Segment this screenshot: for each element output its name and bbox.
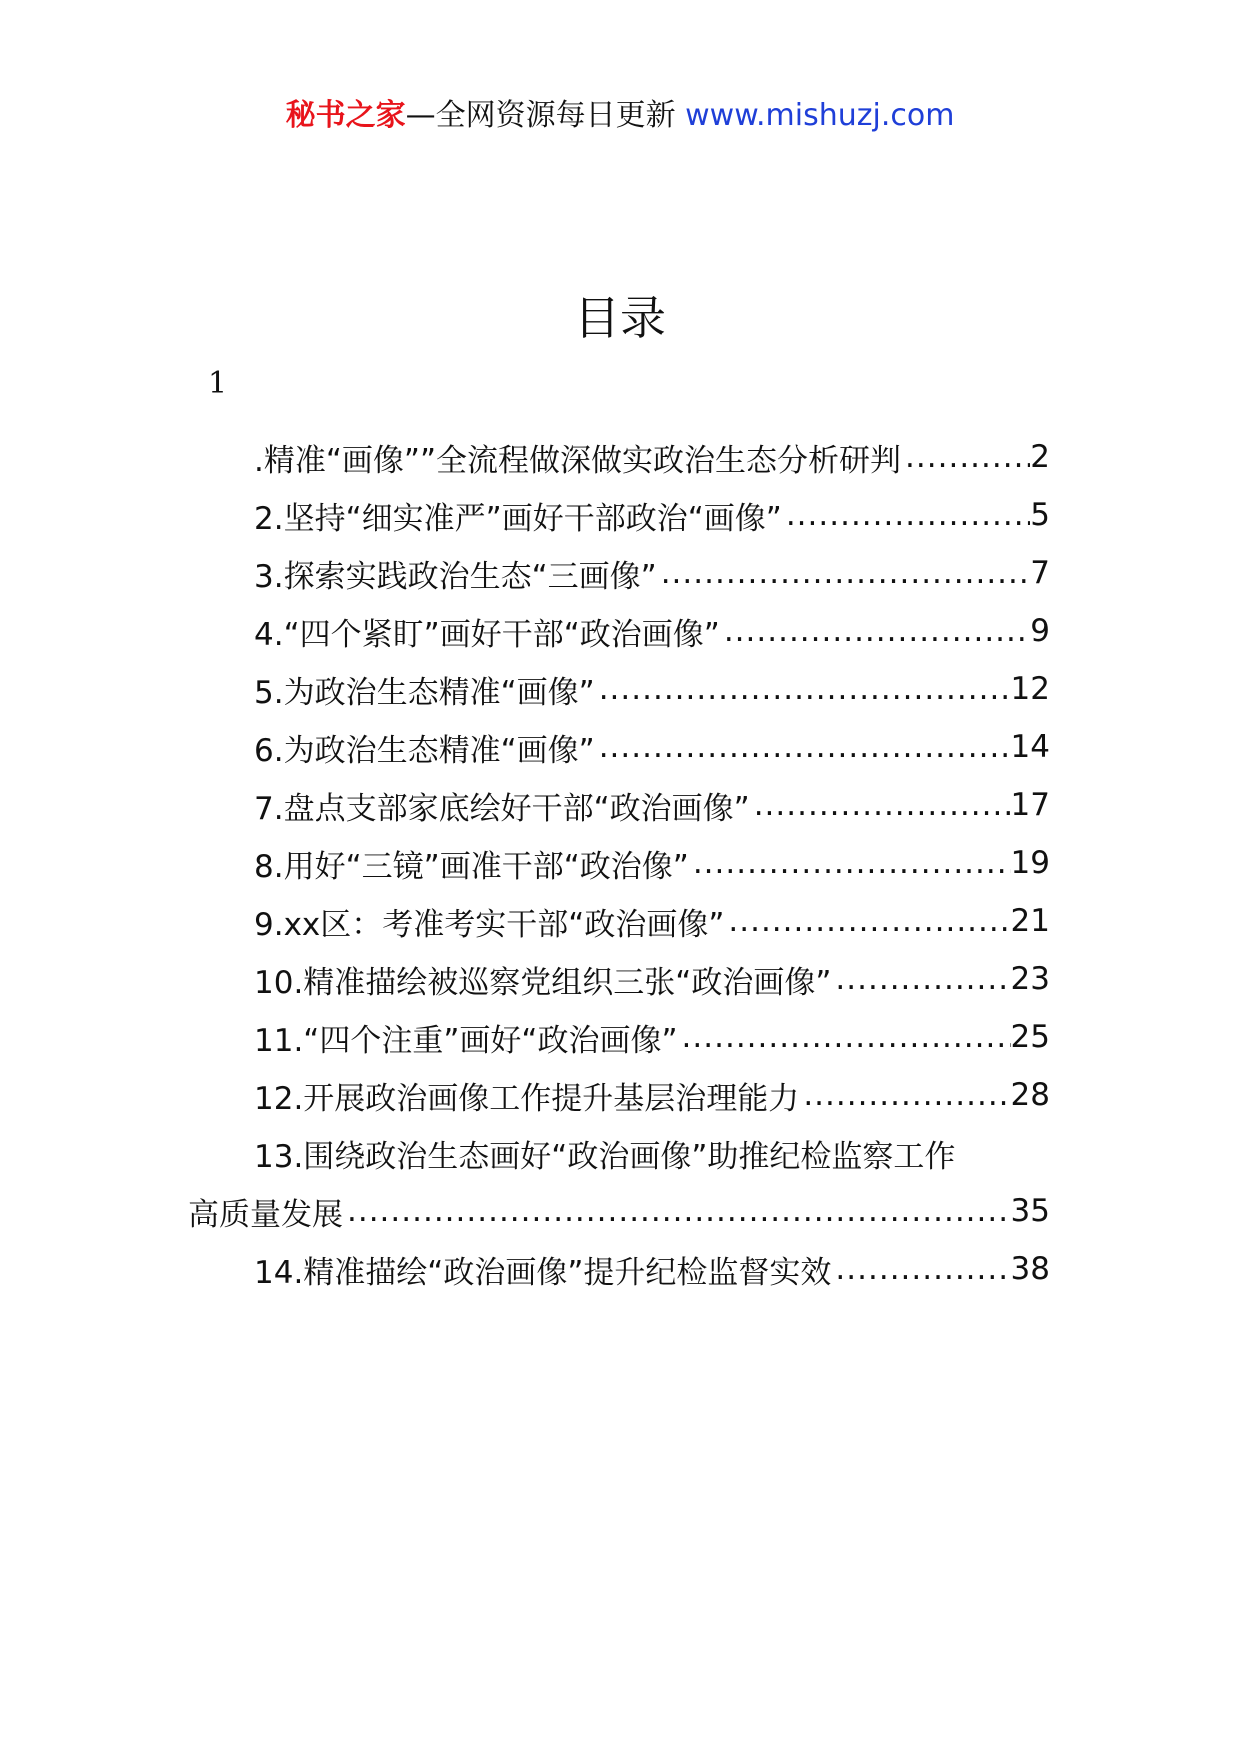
page-header <box>0 96 1240 136</box>
header-slogan: —全网资源每日更新 <box>405 98 676 133</box>
toc-leader <box>831 1251 1010 1287</box>
toc-entry-4[interactable] <box>188 599 1050 663</box>
toc-entry-text: 5.为政治生态精准“画像” <box>254 674 595 711</box>
toc-entry-13[interactable] <box>188 1121 1050 1185</box>
toc-leader <box>831 961 1010 997</box>
toc-entry-text: 7.盘点支部家底绘好干部“政治画像” <box>254 790 750 827</box>
toc-entry-page: 12 <box>1010 671 1050 707</box>
toc-leader <box>343 1193 1011 1229</box>
toc-leader <box>595 671 1011 707</box>
toc-entry-text: 10.精准描绘被巡察党组织三张“政治画像” <box>254 964 832 1001</box>
toc-leader <box>724 903 1010 939</box>
toc-entry-page: 7 <box>1030 555 1050 591</box>
toc-entry-12[interactable] <box>188 1063 1050 1127</box>
toc-entry-14[interactable] <box>188 1237 1050 1301</box>
toc-entry-10[interactable] <box>188 947 1050 1011</box>
toc-leader <box>595 729 1011 765</box>
document-title: 目录 <box>574 291 666 345</box>
toc-entry-1[interactable] <box>188 425 1050 489</box>
toc-entry-text: 11.“四个注重”画好“政治画像” <box>254 1022 678 1059</box>
toc-entry-page: 25 <box>1010 1019 1050 1055</box>
toc-entry-text: 12.开展政治画像工作提升基层治理能力 <box>254 1080 800 1117</box>
toc-entry-page: 21 <box>1010 903 1050 939</box>
toc-entry-text: 6.为政治生态精准“画像” <box>254 732 595 769</box>
toc-entry-page: 35 <box>1010 1193 1050 1229</box>
toc-leader <box>657 555 1031 591</box>
toc-entry-page: 38 <box>1010 1251 1050 1287</box>
toc-entry-text: 4.“四个紧盯”画好干部“政治画像” <box>254 616 720 653</box>
toc-entry-7[interactable] <box>188 773 1050 837</box>
toc-entry-page: 2 <box>1030 439 1050 475</box>
toc-entry-text: .精准“画像””全流程做深做实政治生态分析研判 <box>254 442 902 479</box>
toc-entry-page: 19 <box>1010 845 1050 881</box>
toc-leader <box>799 1077 1010 1113</box>
toc-entry-11[interactable] <box>188 1005 1050 1069</box>
toc-entry-page: 17 <box>1010 787 1050 823</box>
toc-entry-text: 8.用好“三镜”画准干部“政治像” <box>254 848 689 885</box>
toc-entry-text: 3.探索实践政治生态“三画像” <box>254 558 657 595</box>
toc-leader <box>678 1019 1011 1055</box>
toc-entry-page: 5 <box>1030 497 1050 533</box>
toc-leader <box>782 497 1030 533</box>
toc-entry-9[interactable] <box>188 889 1050 953</box>
toc-leader <box>750 787 1011 823</box>
toc-entry-text-continued: 高质量发展 <box>188 1196 343 1233</box>
toc-entry-text: 13.围绕政治生态画好“政治画像”助推纪检监察工作 <box>254 1138 956 1175</box>
toc-entry-text: 14.精准描绘“政治画像”提升纪检监督实效 <box>254 1254 832 1291</box>
toc-entry-text: 2.坚持“细实准严”画好干部政治“画像” <box>254 500 782 537</box>
toc-entry-page: 14 <box>1010 729 1050 765</box>
toc-entry-2[interactable] <box>188 483 1050 547</box>
toc-leader <box>901 439 1030 475</box>
toc-entry-6[interactable] <box>188 715 1050 779</box>
toc-entry-page: 9 <box>1030 613 1050 649</box>
toc-entry-5[interactable] <box>188 657 1050 721</box>
toc-entry-13-continued[interactable] <box>188 1179 1050 1243</box>
stray-number: 1 <box>208 366 228 401</box>
toc-entry-3[interactable] <box>188 541 1050 605</box>
toc-leader <box>720 613 1030 649</box>
brand-name: 秘书之家 <box>285 98 406 133</box>
toc-leader <box>689 845 1011 881</box>
toc-entry-text: 9.xx区：考准考实干部“政治画像” <box>254 906 725 943</box>
toc-entry-8[interactable] <box>188 831 1050 895</box>
site-link[interactable]: www.mishuzj.com <box>685 98 955 133</box>
toc-entry-page: 23 <box>1010 961 1050 997</box>
toc-entry-page: 28 <box>1010 1077 1050 1113</box>
